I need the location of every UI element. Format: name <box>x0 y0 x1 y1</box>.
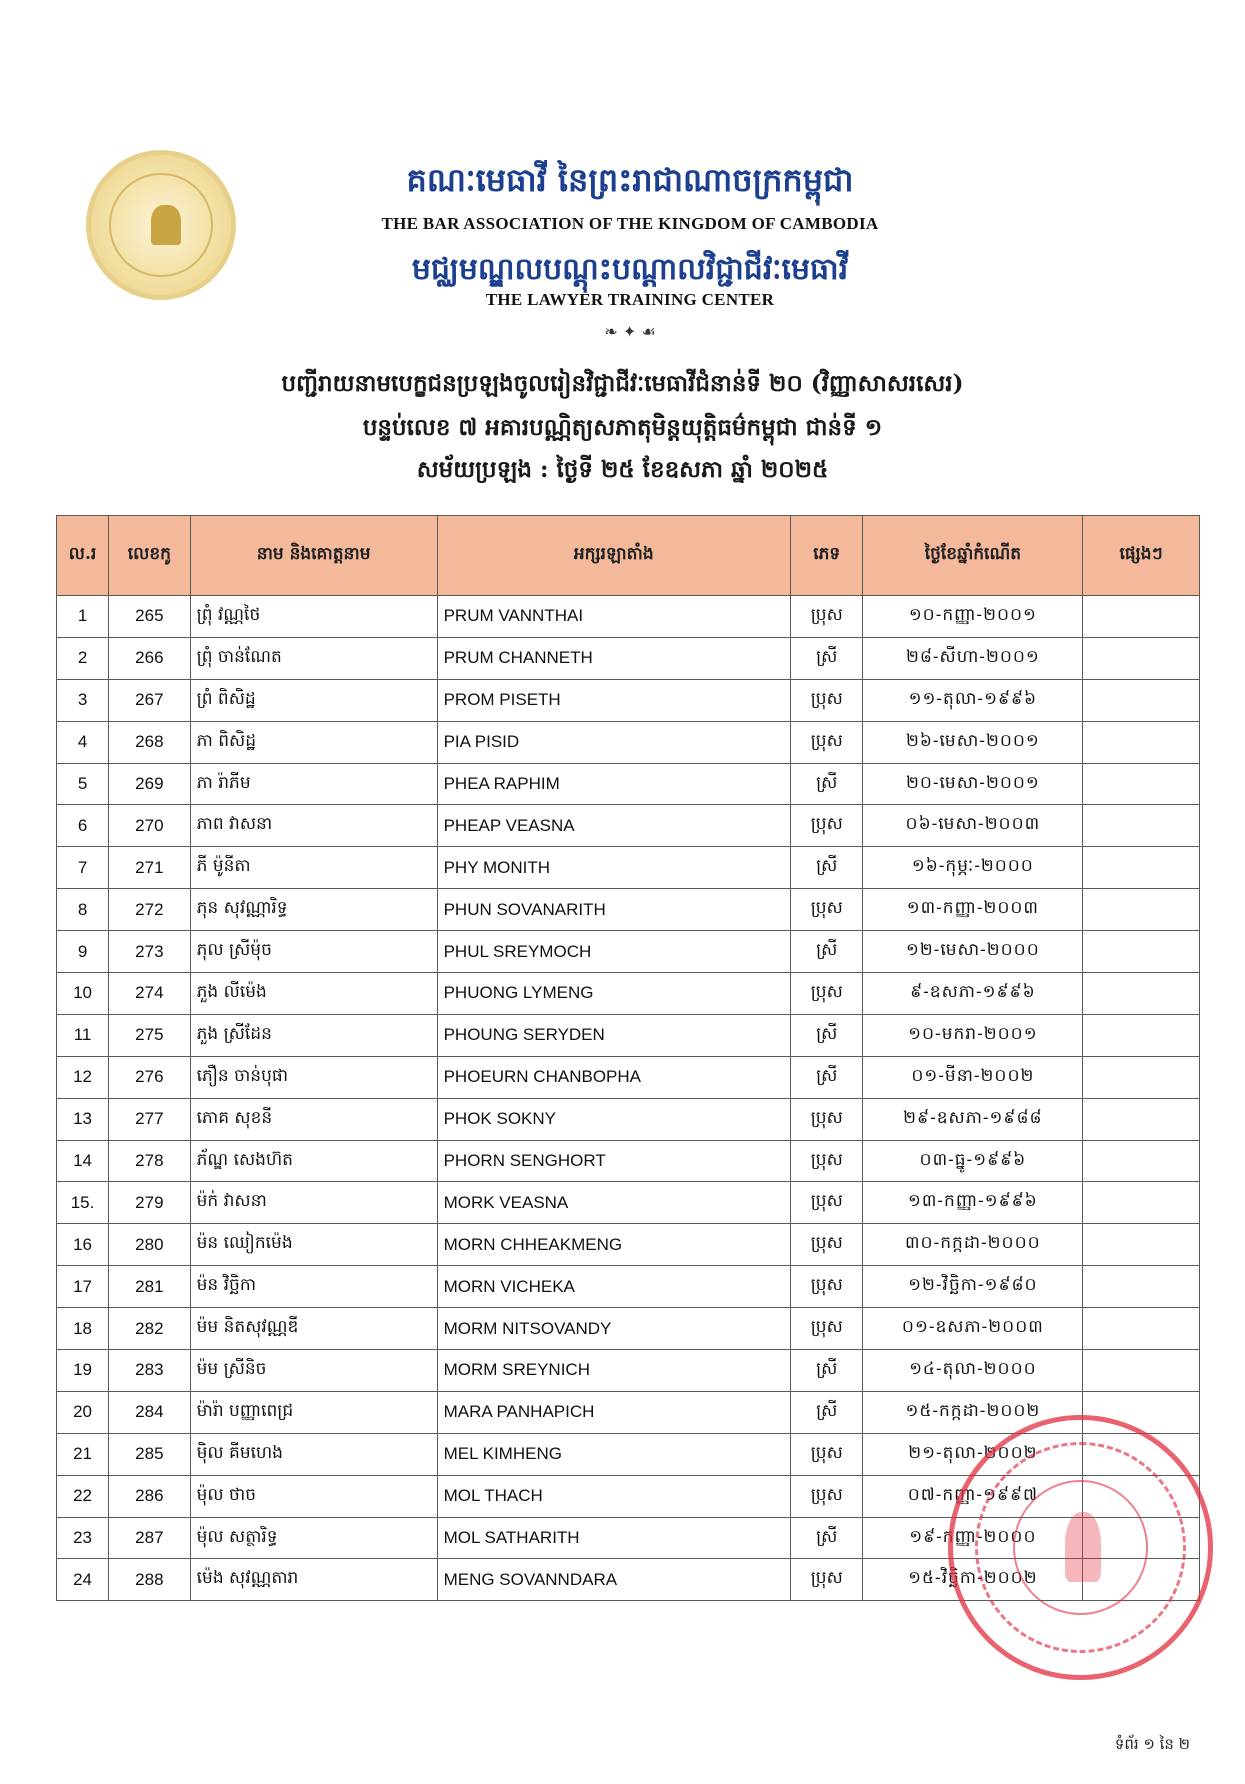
table-row <box>57 1475 1200 1517</box>
cell-code: 275 <box>109 1014 191 1056</box>
cell-code: 283 <box>109 1350 191 1392</box>
bar-association-seal-icon <box>86 150 236 300</box>
cell-sex: ស្រី <box>791 1517 863 1559</box>
cell-name-khmer: ម៉ិល គីមហេង <box>190 1433 437 1475</box>
cell-number: 22 <box>57 1475 109 1517</box>
table-header-row <box>57 516 1200 596</box>
cell-number: 14 <box>57 1140 109 1182</box>
cell-sex: ប្រុស <box>791 1098 863 1140</box>
cell-number: 16 <box>57 1224 109 1266</box>
cell-notes <box>1083 679 1200 721</box>
ornament-icon: ❧ ✦ ☙ <box>604 322 656 341</box>
cell-name-latin: PHORN SENGHORT <box>437 1140 790 1182</box>
cell-sex: ស្រី <box>791 847 863 889</box>
cell-notes <box>1083 721 1200 763</box>
cell-date-of-birth: ០១-ឧសភា-២០០៣ <box>863 1308 1083 1350</box>
cell-sex: ប្រុស <box>791 889 863 931</box>
cell-name-khmer: ភ័ណ្ឌ សេងហ៊ត <box>190 1140 437 1182</box>
cell-date-of-birth: ០៦-មេសា-២០០៣ <box>863 805 1083 847</box>
cell-name-latin: MOL THACH <box>437 1475 790 1517</box>
table-row <box>57 1391 1200 1433</box>
cell-date-of-birth: ១៣-កញ្ញា-១៩៩៦ <box>863 1182 1083 1224</box>
cell-notes <box>1083 1350 1200 1392</box>
cell-name-khmer: ភាព វាសនា <box>190 805 437 847</box>
cell-notes <box>1083 1140 1200 1182</box>
cell-date-of-birth: ១២-មេសា-២០០០ <box>863 931 1083 973</box>
cell-sex: ប្រុស <box>791 1224 863 1266</box>
cell-name-khmer: ម៉ន វិច្ឆិកា <box>190 1266 437 1308</box>
cell-notes <box>1083 763 1200 805</box>
cell-name-latin: PIA PISID <box>437 721 790 763</box>
cell-name-latin: PRUM CHANNETH <box>437 637 790 679</box>
cell-number: 17 <box>57 1266 109 1308</box>
candidate-table <box>56 515 1200 1601</box>
cell-notes <box>1083 973 1200 1015</box>
cell-number: 10 <box>57 973 109 1015</box>
cell-number: 1 <box>57 596 109 638</box>
cell-name-latin: MORM NITSOVANDY <box>437 1308 790 1350</box>
cell-name-latin: MORK VEASNA <box>437 1182 790 1224</box>
column-header-code: លេខកូ <box>109 516 191 596</box>
cell-number: 2 <box>57 637 109 679</box>
cell-notes <box>1083 1391 1200 1433</box>
cell-name-latin: PHY MONITH <box>437 847 790 889</box>
cell-notes <box>1083 847 1200 889</box>
table-row <box>57 596 1200 638</box>
table-row <box>57 763 1200 805</box>
cell-number: 4 <box>57 721 109 763</box>
cell-notes <box>1083 637 1200 679</box>
cell-date-of-birth: ២១-តុលា-២០០២ <box>863 1433 1083 1475</box>
organization-name-english: THE BAR ASSOCIATION OF THE KINGDOM OF CAMBODIA <box>381 214 879 233</box>
cell-code: 287 <box>109 1517 191 1559</box>
cell-notes <box>1083 1433 1200 1475</box>
cell-date-of-birth: ១៤-តុលា-២០០០ <box>863 1350 1083 1392</box>
cell-name-latin: MORN VICHEKA <box>437 1266 790 1308</box>
cell-name-latin: MARA PANHAPICH <box>437 1391 790 1433</box>
table-row <box>57 1517 1200 1559</box>
table-row <box>57 1140 1200 1182</box>
cell-name-latin: MENG SOVANNDARA <box>437 1559 790 1601</box>
cell-number: 11 <box>57 1014 109 1056</box>
cell-date-of-birth: ០៧-កញ្ញា-១៩៩៧ <box>863 1475 1083 1517</box>
table-body <box>57 596 1200 1601</box>
cell-code: 277 <box>109 1098 191 1140</box>
cell-notes <box>1083 1308 1200 1350</box>
column-header-sex: ភេទ <box>791 516 863 596</box>
cell-code: 265 <box>109 596 191 638</box>
cell-name-khmer: ម៉ម និតសុវណ្ណឌី <box>190 1308 437 1350</box>
cell-sex: ប្រុស <box>791 1475 863 1517</box>
cell-code: 266 <box>109 637 191 679</box>
table-row <box>57 637 1200 679</box>
cell-name-khmer: ព្រុំ ចាន់ណែត <box>190 637 437 679</box>
cell-number: 3 <box>57 679 109 721</box>
table-row <box>57 805 1200 847</box>
cell-name-khmer: ម៉ារ៉ា បញ្ញាពេជ្រ <box>190 1391 437 1433</box>
cell-code: 284 <box>109 1391 191 1433</box>
cell-code: 285 <box>109 1433 191 1475</box>
cell-code: 273 <box>109 931 191 973</box>
cell-sex: ស្រី <box>791 1350 863 1392</box>
cell-name-khmer: ម៉ុល ថាច <box>190 1475 437 1517</box>
cell-number: 15. <box>57 1182 109 1224</box>
table-row <box>57 1224 1200 1266</box>
cell-number: 21 <box>57 1433 109 1475</box>
cell-sex: ប្រុស <box>791 721 863 763</box>
cell-name-khmer: ម៉ុល សត្ថារិទ្ធ <box>190 1517 437 1559</box>
page-number: ទំព័រ ១ នៃ ២ <box>1114 1735 1190 1753</box>
deity-figure-icon <box>151 205 181 245</box>
cell-name-khmer: ភួង ស្រីដែន <box>190 1014 437 1056</box>
cell-number: 19 <box>57 1350 109 1392</box>
cell-code: 286 <box>109 1475 191 1517</box>
cell-sex: ស្រី <box>791 1014 863 1056</box>
cell-notes <box>1083 931 1200 973</box>
cell-notes <box>1083 1224 1200 1266</box>
cell-name-khmer: ភា ពិសិដ្ឋ <box>190 721 437 763</box>
cell-sex: ស្រី <box>791 1056 863 1098</box>
cell-date-of-birth: ០១-មីនា-២០០២ <box>863 1056 1083 1098</box>
cell-code: 276 <box>109 1056 191 1098</box>
cell-notes <box>1083 1266 1200 1308</box>
cell-sex: ប្រុស <box>791 1182 863 1224</box>
cell-name-khmer: ភុន សុវណ្ណារិទ្ធ <box>190 889 437 931</box>
cell-number: 20 <box>57 1391 109 1433</box>
cell-date-of-birth: ១១-តុលា-១៩៩៦ <box>863 679 1083 721</box>
column-header-date-of-birth: ថ្ងៃខែឆ្នាំកំណើត <box>863 516 1083 596</box>
cell-sex: ប្រុស <box>791 1559 863 1601</box>
cell-name-latin: PHOK SOKNY <box>437 1098 790 1140</box>
table-row <box>57 1182 1200 1224</box>
list-title: បញ្ជីរាយនាមបេក្ខជនប្រឡងចូលរៀនវិជ្ជាជីវៈមេធាវីជំនាន់ទី ២០ (វិញ្ញាសាសរសេរ) <box>281 370 964 397</box>
cell-name-khmer: ម៉ន ឈៀកម៉េង <box>190 1224 437 1266</box>
cell-code: 272 <box>109 889 191 931</box>
cell-sex: ស្រី <box>791 763 863 805</box>
cell-sex: ស្រី <box>791 1391 863 1433</box>
column-header-notes: ផ្សេងៗ <box>1083 516 1200 596</box>
cell-sex: ប្រុស <box>791 679 863 721</box>
cell-sex: ប្រុស <box>791 1308 863 1350</box>
cell-date-of-birth: ១២-វិច្ឆិកា-១៩៨០ <box>863 1266 1083 1308</box>
table-row <box>57 1559 1200 1601</box>
cell-name-latin: PHUL SREYMOCH <box>437 931 790 973</box>
cell-date-of-birth: ១៥-កក្កដា-២០០២ <box>863 1391 1083 1433</box>
table-row <box>57 1308 1200 1350</box>
cell-sex: ប្រុស <box>791 1140 863 1182</box>
cell-name-khmer: ភឿន ចាន់បុផា <box>190 1056 437 1098</box>
column-header-number: ល.រ <box>57 516 109 596</box>
cell-number: 6 <box>57 805 109 847</box>
cell-name-khmer: ភា រ៉ាភីម <box>190 763 437 805</box>
cell-date-of-birth: ០៣-ធ្នូ-១៩៩៦ <box>863 1140 1083 1182</box>
cell-number: 24 <box>57 1559 109 1601</box>
cell-number: 23 <box>57 1517 109 1559</box>
cell-name-latin: MORN CHHEAKMENG <box>437 1224 790 1266</box>
cell-code: 267 <box>109 679 191 721</box>
cell-date-of-birth: ៩-ឧសភា-១៩៩៦ <box>863 973 1083 1015</box>
cell-code: 278 <box>109 1140 191 1182</box>
cell-number: 13 <box>57 1098 109 1140</box>
cell-notes <box>1083 1182 1200 1224</box>
cell-date-of-birth: ២៦-មេសា-២០០១ <box>863 721 1083 763</box>
cell-notes <box>1083 1014 1200 1056</box>
training-center-name-khmer: មជ្ឈមណ្ឌលបណ្តុះបណ្តាលវិជ្ជាជីវៈមេធាវី <box>411 252 849 287</box>
cell-code: 271 <box>109 847 191 889</box>
cell-name-latin: PHOEURN CHANBOPHA <box>437 1056 790 1098</box>
cell-notes <box>1083 1098 1200 1140</box>
cell-number: 18 <box>57 1308 109 1350</box>
cell-code: 280 <box>109 1224 191 1266</box>
cell-date-of-birth: ១០-កញ្ញា-២០០១ <box>863 596 1083 638</box>
column-header-name-latin: អក្សរឡាតាំង <box>437 516 790 596</box>
cell-code: 288 <box>109 1559 191 1601</box>
cell-name-khmer: ភួង លីម៉េង <box>190 973 437 1015</box>
cell-name-khmer: ព្រុំ វណ្ណថៃ <box>190 596 437 638</box>
cell-date-of-birth: ២០-មេសា-២០០១ <box>863 763 1083 805</box>
cell-name-khmer: ភី ម៉ូនីតា <box>190 847 437 889</box>
table-row <box>57 931 1200 973</box>
cell-date-of-birth: ១៥-វិច្ឆិកា-២០០២ <box>863 1559 1083 1601</box>
document-header <box>0 0 1245 480</box>
cell-notes <box>1083 805 1200 847</box>
cell-sex: ប្រុស <box>791 1433 863 1475</box>
cell-sex: ប្រុស <box>791 596 863 638</box>
cell-sex: ស្រី <box>791 637 863 679</box>
cell-name-latin: MEL KIMHENG <box>437 1433 790 1475</box>
cell-name-khmer: ម៉េង សុវណ្ណតារា <box>190 1559 437 1601</box>
cell-code: 279 <box>109 1182 191 1224</box>
table-row <box>57 889 1200 931</box>
table-row <box>57 1056 1200 1098</box>
cell-name-latin: PHUONG LYMENG <box>437 973 790 1015</box>
cell-date-of-birth: ២៩-ឧសភា-១៩៨៨ <box>863 1098 1083 1140</box>
cell-code: 282 <box>109 1308 191 1350</box>
cell-name-latin: PHOUNG SERYDEN <box>437 1014 790 1056</box>
table-row <box>57 847 1200 889</box>
table-row <box>57 1014 1200 1056</box>
cell-sex: ស្រី <box>791 931 863 973</box>
room-location: បន្ទប់លេខ ៧ អគារបណ្ណិត្យសភាតុមិន្តយុត្តិធម៌កម្ពុជា ជាន់ទី ១ <box>362 414 883 441</box>
cell-code: 281 <box>109 1266 191 1308</box>
exam-date: សម័យប្រឡង : ថ្ងៃទី ២៥ ខែឧសភា ឆ្នាំ ២០២៥ <box>416 456 829 483</box>
cell-sex: ប្រុស <box>791 805 863 847</box>
cell-code: 268 <box>109 721 191 763</box>
cell-name-latin: MORM SREYNICH <box>437 1350 790 1392</box>
cell-code: 269 <box>109 763 191 805</box>
cell-name-khmer: ភោគ សុខនី <box>190 1098 437 1140</box>
cell-number: 12 <box>57 1056 109 1098</box>
table-row <box>57 1266 1200 1308</box>
cell-number: 5 <box>57 763 109 805</box>
cell-date-of-birth: ២៨-សីហា-២០០១ <box>863 637 1083 679</box>
cell-code: 270 <box>109 805 191 847</box>
cell-date-of-birth: ៣០-កក្កដា-២០០០ <box>863 1224 1083 1266</box>
cell-name-latin: PHEA RAPHIM <box>437 763 790 805</box>
table-row <box>57 973 1200 1015</box>
cell-name-latin: PRUM VANNTHAI <box>437 596 790 638</box>
cell-name-latin: MOL SATHARITH <box>437 1517 790 1559</box>
cell-notes <box>1083 1517 1200 1559</box>
cell-notes <box>1083 1559 1200 1601</box>
cell-sex: ប្រុស <box>791 973 863 1015</box>
cell-name-khmer: ព្រំ ពិសិដ្ឋ <box>190 679 437 721</box>
cell-name-latin: PROM PISETH <box>437 679 790 721</box>
cell-sex: ប្រុស <box>791 1266 863 1308</box>
column-header-name-khmer: នាម និងគោត្តនាម <box>190 516 437 596</box>
cell-name-latin: PHEAP VEASNA <box>437 805 790 847</box>
cell-number: 7 <box>57 847 109 889</box>
cell-date-of-birth: ១៣-កញ្ញា-២០០៣ <box>863 889 1083 931</box>
cell-notes <box>1083 596 1200 638</box>
table-row <box>57 721 1200 763</box>
cell-date-of-birth: ១០-មករា-២០០១ <box>863 1014 1083 1056</box>
cell-name-khmer: ភុល ស្រីម៉ុច <box>190 931 437 973</box>
cell-notes <box>1083 889 1200 931</box>
cell-name-latin: PHUN SOVANARITH <box>437 889 790 931</box>
organization-name-khmer: គណៈមេធាវី នៃព្រះរាជាណាចក្រកម្ពុជា <box>406 161 854 199</box>
table-row <box>57 1350 1200 1392</box>
table-row <box>57 1098 1200 1140</box>
cell-number: 8 <box>57 889 109 931</box>
cell-number: 9 <box>57 931 109 973</box>
cell-date-of-birth: ១៦-កុម្ភៈ-២០០០ <box>863 847 1083 889</box>
cell-notes <box>1083 1475 1200 1517</box>
cell-notes <box>1083 1056 1200 1098</box>
training-center-name-english: THE LAWYER TRAINING CENTER <box>485 290 775 309</box>
table-row <box>57 1433 1200 1475</box>
cell-name-khmer: ម៉ម ស្រីនិច <box>190 1350 437 1392</box>
cell-name-khmer: ម៉ក់ វាសនា <box>190 1182 437 1224</box>
table-row <box>57 679 1200 721</box>
cell-date-of-birth: ១៩-កញ្ញា-២០០០ <box>863 1517 1083 1559</box>
cell-code: 274 <box>109 973 191 1015</box>
